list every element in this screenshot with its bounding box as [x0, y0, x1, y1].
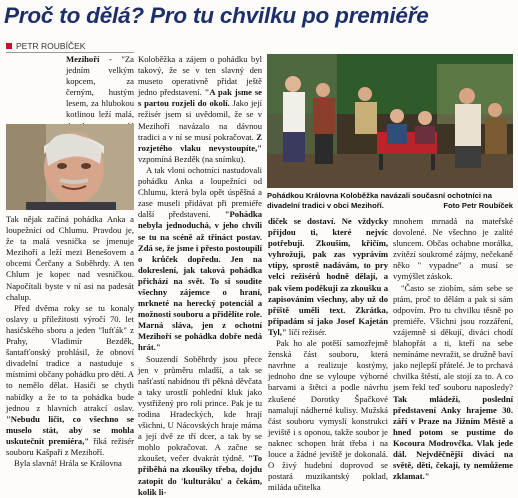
col3-paragraph: diček se dostaví. Ne vždycky přijdou ti, které nejvíc potřebuji. Zkoušim, křičím, vyhrožuji, pak zas vyprávím vtipy, sprostě nadávám, to pry velci režisérů hodně dělají, a pak všem poděkuji za zkoušku a zapisováním všechny, aby už do příště uměli text. Zkrátka, připadám si jako Josef Kajetán Tyl," líčí režisér. [268, 216, 388, 337]
page-title: Proč to dělá? Pro tu chvilku po premiéře [4, 3, 429, 28]
col2-paragraph: Koloběžka a zájem o pohádku byl takový, že se v ten slavný den museto operativně přidat ještě jedno představení. "A pak jsme se s partou rozjeli do okolí. Jako její režisér jsem si uvědomil, že se v Mezihoří navázalo na dávnou tradici a v ní se musí pokračovat. Z rozjetého vlaku nevystoupíte," vzpomíná Bezděk (na snímku). [138, 54, 262, 164]
byline-bullet [6, 43, 12, 49]
author-name: PETR ROUBÍČEK [16, 41, 86, 51]
col4-paragraph: "Často se ziobím, sám sebe se ptám, proč to dělám a pak si sám odpovím. Pro tu chvilku těsně po premiéře. Všichni jsou rozzáření, vzájemně si děkují, diváci chodí blahopřát a ti, kteří na sebe nemínáme nevražit, se družně baví jako nejlepší přátelé. Je to prchavá chvilka štěstí, ale stojí za to. A co jsem řekl teď souboru naposledy? Tak mládeži, poslední představení Anky hrajeme 30. září v Praze na Jižním Městě a hned potom se pustíme do Kocoura Modrovčka. Vlak jede dál. Nejvděčnější diváci na světě, děti, čekají, ty nemůžeme zklamat." [393, 282, 513, 482]
byline-rule [6, 52, 134, 53]
caption-text: Pohádkou Královna Koloběžka navázali současní ochotníci na divadelní tradici v obci Mezihoří. [267, 191, 492, 210]
column-1-intro [66, 54, 134, 124]
col1b-paragraph: Před dvěma roky se tu konaly oslavy u příležitosti výročí 70. let hasičského sboru a jeden "lufťák" z Prahy, Vladimír Bezděk, šantafťonský prohlásil, že obnoví divadelní tradice a nastuduje s místními občany pohádku pro děti. A to nemělo dělat. Hasiči se chytli nabídky a že to ta pohádka bude jednou z hlavních atrakcí oslav. "Nebudu ličit, co všechno se muselo stát, aby se mohla uskutečnit premiéra," říká režisér souboru Kašpaři z Mezihoří. [6, 302, 134, 457]
stage-photo [267, 54, 513, 188]
col2-paragraph: A tak vloni ochotníci nastudovali pohádku Anka a loupežníci od Chlumu, která byla opět úspěšná a zase museli přidávat při premiéře další představení. "Pohádka nebyla jednoduchá, v jeho chvíli se tu na scéně až třináct postav. Zdá se, že jsme i přesto postoupili o krůček dopředu. Jen na dokreslení, jak taková pohádka přichází na svět. To si soudite všechny zájemce o hraní, mrkneté na herecký potenciál a možnosti souboru a přidělíte role. Marná sláva, jen z ochotní Mezihoří se pohádka dobře nedá hrát." [138, 164, 262, 353]
column-2-body [138, 54, 262, 497]
col1a-paragraph: Mezihoří - "Za jedním velkým kopcem, za černým, hustým lesem, za hlubokou kotlinou leží malá, [66, 54, 134, 120]
col1b-paragraph: Tak nějak začíná pohádka Anka a loupežníci od Chlumu. Pravdou je, že ta malá vesnička se jmenuje Mezihoří a leží mezi Benešovem a obcemi Čerčany a Soběhrdy. A ten Chlum je kopec nad vesničkou. Napočítali byste v ní asi na padesát chalup. [6, 214, 134, 302]
col3-paragraph: Pak ho ale potěší samozřejmě ženská část souboru, která navrhne a realizuje kostýmy, jednoho dne se vyloupe výborné barvami a štětci a podle návrhu zkušené Dorotky Špačkové namalují nádherné kulisy. Mužská část souboru vymyslí konstrukci jeviště i s oponou, takže soubor je naknec schopen hrát třeba i na louce a žádné jeviště je dokonalá. O živý hudební doprovod se postará muzikantský poklad, miláda učitelka [268, 338, 388, 493]
byline [6, 40, 126, 52]
portrait-photo [6, 124, 134, 210]
col4-paragraph: mnohem mrnadá na mateřské dovolené. Ne všechno je zalité sluncem. Občas ochabne morálka, zvítězí soukromé zájmy, nečekaně něko " vypadne" a musí se vymýšlet záskok. [393, 216, 513, 282]
photo-credit: Foto Petr Roubíček [443, 201, 513, 210]
col2-paragraph: Souzendí Soběhrdy jsou přece jen v průměru mladší, a tak se našťastí nabídnou tři pěkná děvčata a taky urostlí pohlední kluk jako vystřižený pro roli prince. Pak je tu rodina Hradeckých, kde hrají všichni, U Nácovských hraje máma a její dvě ze tří dcer, a tak by se mohlo pokračovat. A začne se zkoušet, večer dvakrát týdně. "To přiběhá na zkoušky třeba, dojdu zatopit do 'kulturáku' a čekám, kolik li- [138, 353, 262, 497]
column-3-body [268, 216, 388, 494]
col1b-paragraph: Byla slavná! Hrála se Královna [14, 458, 122, 469]
column-4-body [393, 216, 513, 494]
photo-caption [267, 191, 513, 215]
column-1-body [6, 214, 134, 494]
